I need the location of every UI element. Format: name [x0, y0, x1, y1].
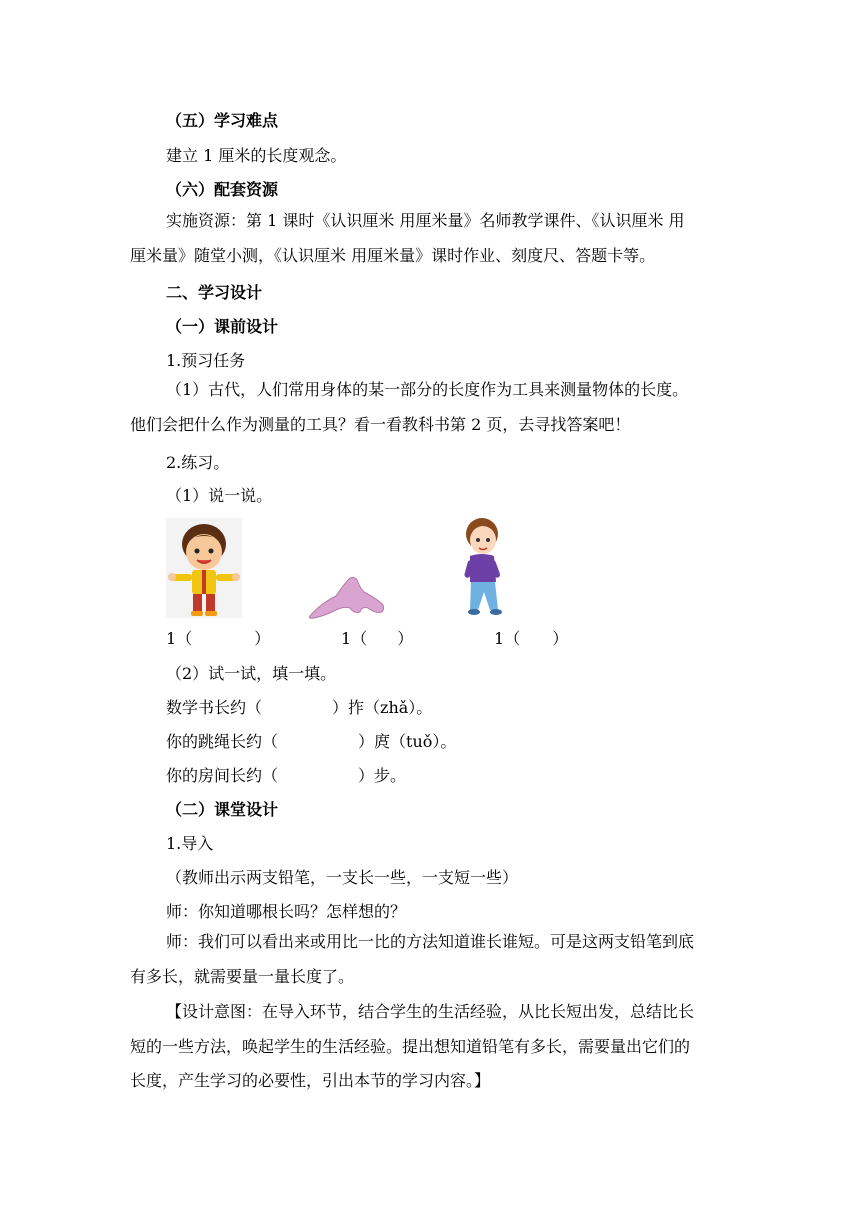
preview-task-label: 1.预习任务 — [166, 351, 246, 370]
design-intent-line-3: 长度，产生学习的必要性，引出本节的学习内容。】 — [130, 1071, 491, 1090]
walking-boy-image — [456, 514, 516, 618]
heading-pre-class: （一）课前设计 — [166, 317, 279, 336]
fill-jump-rope-before: 你的跳绳长约（ — [166, 732, 279, 751]
resources-paragraph — [130, 204, 730, 273]
heading-resources: （六）配套资源 — [166, 180, 279, 199]
teacher-explanation-line-2: 有多长，就需要量一量长度了。 — [130, 966, 355, 986]
caption-step-number: 1 — [494, 629, 505, 648]
design-intent-line-2: 短的一些方法，唤起学生的生活经验。提出想知道铅笔有多长，需要量出它们的 — [130, 1036, 691, 1056]
caption-step-open: （ — [504, 629, 521, 648]
resources-line-2: 厘米量》随堂小测，《认识厘米 用厘米量》课时作业、刻度尺、答题卡等。 — [130, 245, 656, 265]
caption-arm-span-open: （ — [176, 629, 193, 648]
question-1-line-2: 他们会把什么作为测量的工具？看一看教科书第 2 页，去寻找答案吧！ — [130, 414, 631, 434]
heading-in-class: （二）课堂设计 — [166, 800, 279, 819]
fill-math-book-after: ）拃（zhǎ）。 — [332, 698, 433, 717]
question-1-paragraph — [130, 373, 730, 442]
question-1-line-1: （1）古代，人们常用身体的某一部分的长度作为工具来测量物体的长度。 — [166, 380, 689, 399]
boy-arm-span-image — [166, 518, 242, 618]
fill-jump-rope-after: ）庹（tuǒ）。 — [358, 732, 457, 751]
teacher-question: 师：你知道哪根长吗？怎样想的？ — [166, 902, 407, 921]
caption-hand-span-number: 1 — [341, 629, 352, 648]
design-intent-line-1: 【设计意图：在导入环节，结合学生的生活经验，从比长短出发，总结比长 — [166, 1002, 695, 1021]
fill-room — [166, 765, 406, 787]
intro-label: 1.导入 — [166, 834, 214, 853]
caption-arm-span-number: 1 — [166, 629, 177, 648]
design-intent — [130, 995, 730, 1099]
caption-hand-span — [341, 628, 413, 650]
heading-difficulty: （五）学习难点 — [166, 111, 279, 130]
fill-math-book — [166, 697, 432, 719]
hand-span-image — [306, 574, 388, 620]
difficulty-text: 建立 1 厘米的长度观念。 — [166, 146, 347, 165]
caption-hand-span-close: ） — [397, 629, 414, 648]
fill-math-book-before: 数学书长约（ — [166, 698, 263, 717]
fill-room-before: 你的房间长约（ — [166, 766, 279, 785]
fill-room-after: ）步。 — [358, 766, 407, 785]
teacher-explanation-line-1: 师：我们可以看出来或用比一比的方法知道谁长谁短。可是这两支铅笔到底 — [166, 932, 695, 951]
fill-jump-rope — [166, 731, 456, 753]
teacher-explanation — [130, 925, 730, 994]
heading-design: 二、学习设计 — [166, 283, 263, 302]
caption-step-close: ） — [552, 629, 569, 648]
try-label: （2）试一试，填一填。 — [166, 664, 337, 683]
caption-arm-span-close: ） — [254, 629, 271, 648]
teacher-action: （教师出示两支铅笔，一支长一些，一支短一些） — [166, 868, 519, 887]
resources-line-1: 实施资源：第 1 课时《认识厘米 用厘米量》名师教学课件、《认识厘米 用 — [166, 211, 685, 230]
practice-label: 2.练习。 — [166, 453, 230, 472]
caption-step — [494, 628, 568, 650]
caption-hand-span-open: （ — [351, 629, 368, 648]
caption-arm-span — [166, 628, 270, 650]
say-label: （1）说一说。 — [166, 486, 273, 505]
